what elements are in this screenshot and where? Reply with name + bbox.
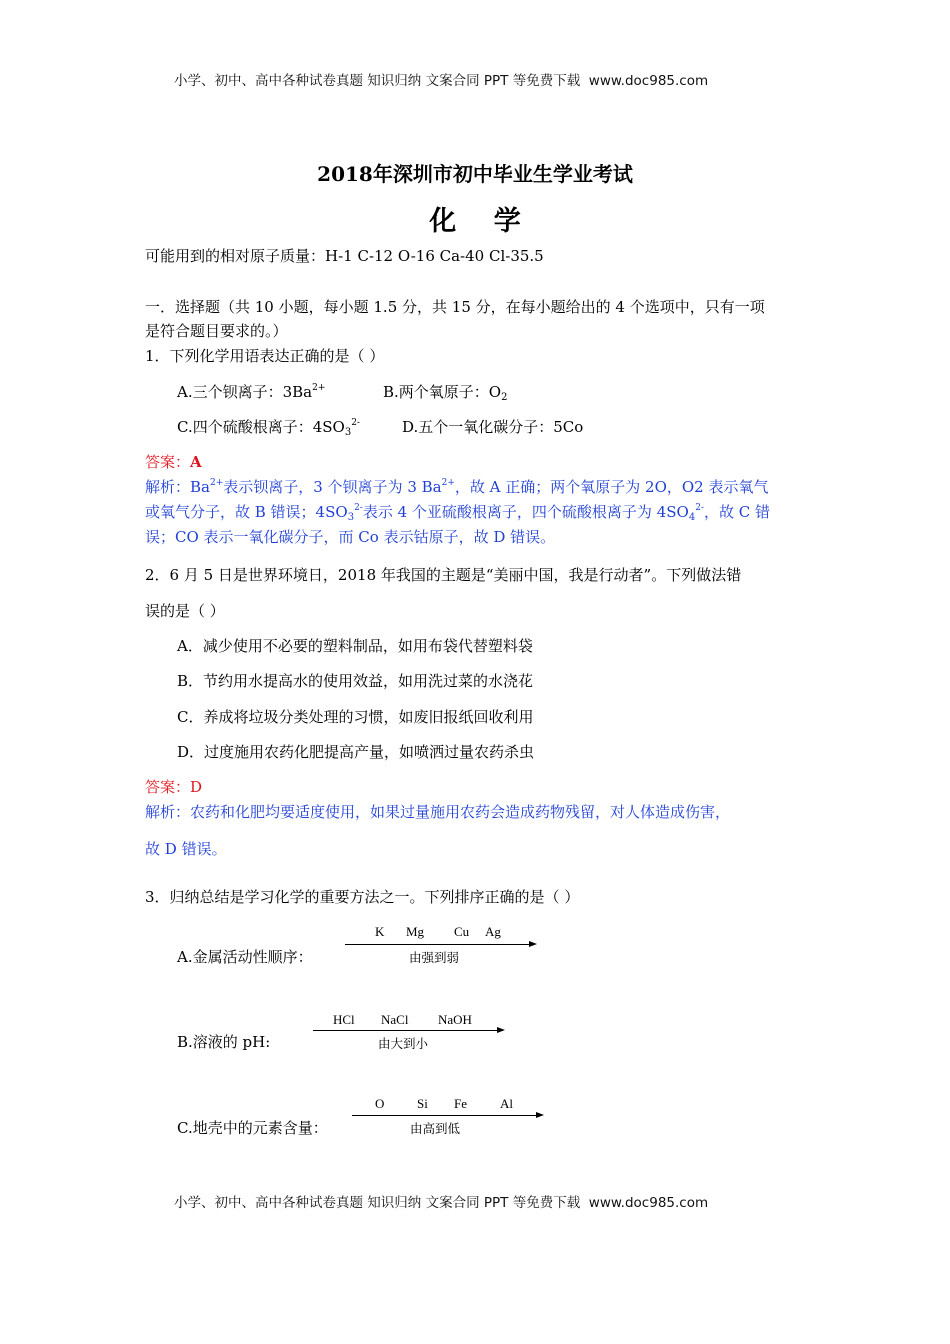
q3-option-b-label: B.溶液的 pH: (177, 1033, 271, 1051)
q1-exp2-sub2: 4 (688, 512, 696, 523)
q1-option-d: D.五个一氧化碳分子：5Co (402, 418, 584, 436)
q3-stem: 3．归纳总结是学习化学的重要方法之一。下列排序正确的是（ ） (145, 888, 580, 906)
q2-explanation-line-1: 解析：农药和化肥均要适度使用，如果过量施用农药会造成药物残留，对人体造成伤害， (145, 803, 731, 821)
exam-title: 2018年深圳市初中毕业生学业考试 (317, 162, 633, 186)
q3-option-c-label: C.地壳中的元素含量： (177, 1119, 328, 1137)
q3-option-a-label: A.金属活动性顺序： (177, 948, 313, 966)
q2-option-c: C．养成将垃圾分类处理的习惯，如废旧报纸回收利用 (177, 708, 534, 726)
q1-exp2-sub: 3 (347, 512, 355, 523)
q1-exp2-a: 或氧气分子，故 B 错误；4SO (145, 503, 348, 521)
q2-answer-value: D (190, 778, 203, 796)
section-intro-line-1: 一．选择题（共 10 小题，每小题 1.5 分，共 15 分，在每小题给出的 4 个选项中，只有一项 (145, 298, 765, 316)
q3-c-caption: 由高到低 (410, 1121, 461, 1136)
q3-b-item-naoh: NaOH (438, 1012, 472, 1027)
q1-answer (145, 451, 202, 472)
page-header (174, 69, 708, 89)
q1-option-b-text: B.两个氧原子：O (383, 383, 502, 401)
q3-a-arrow-line (345, 944, 529, 945)
header-site: www.doc985.com (588, 73, 709, 89)
q1-option-c-text: C.四个硫酸根离子：4SO (177, 418, 345, 436)
section-intro-line-2: 是符合题目要求的。） (145, 322, 288, 340)
q3-c-arrow-head (536, 1112, 544, 1118)
q3-c-item-al: Al (500, 1096, 513, 1111)
q2-option-d: D．过度施用农药化肥提高产量，如喷洒过量农药杀虫 (177, 743, 535, 761)
q2-answer-label: 答案： (145, 778, 191, 796)
q3-a-item-cu: Cu (454, 924, 470, 939)
q2-answer (145, 776, 202, 797)
subject-title: 化 学 (429, 206, 535, 237)
q1-option-b (383, 381, 507, 402)
q1-option-b-subscript: 2 (501, 392, 508, 403)
q3-a-item-mg: Mg (406, 924, 425, 939)
q3-c-item-o: O (375, 1096, 385, 1111)
q1-option-a-text: A.三个钡离子：3Ba (177, 383, 313, 401)
q1-exp2-b: 表示 4 个亚硫酸根离子，四个硫酸根离子为 4SO (362, 503, 689, 521)
q1-option-a (177, 381, 325, 402)
q1-exp1-sup2: 2+ (441, 478, 455, 488)
footer-site: www.doc985.com (588, 1195, 709, 1211)
q3-b-arrow-head (497, 1027, 505, 1033)
page-footer (174, 1191, 708, 1211)
q2-explanation-line-2: 故 D 错误。 (145, 840, 227, 858)
q1-option-c-charge: 2- (351, 418, 360, 428)
q1-explanation-line-1 (145, 476, 768, 497)
q1-option-c (177, 416, 360, 437)
q1-explanation-line-3: 误；CO 表示一氧化碳分子，而 Co 表示钴原子，故 D 错误。 (145, 528, 556, 546)
q1-exp2-sup: 2- (354, 503, 363, 513)
q2-option-a: A．减少使用不必要的塑料制品，如用布袋代替塑料袋 (177, 637, 533, 655)
q3-a-item-ag: Ag (485, 924, 501, 939)
q1-explanation-line-2 (145, 501, 770, 522)
q1-exp1-b: 表示钡离子，3 个钡离子为 3 Ba (223, 478, 442, 496)
header-text: 小学、初中、高中各种试卷真题 知识归纳 文案合同 PPT 等免费下载 (174, 73, 581, 89)
q3-b-caption: 由大到小 (378, 1036, 429, 1051)
q2-stem-line-1: 2．6 月 5 日是世界环境日，2018 年我国的主题是“美丽中国，我是行动者”。下列做法错 (145, 566, 742, 584)
q3-a-caption: 由强到弱 (409, 950, 460, 965)
q2-option-b: B．节约用水提高水的使用效益，如用洗过菜的水浇花 (177, 672, 534, 690)
q1-exp1-sup1: 2+ (209, 478, 224, 488)
q3-b-arrow-line (313, 1030, 497, 1031)
q1-answer-label: 答案： (145, 453, 191, 471)
atomic-mass-note: 可能用到的相对原子质量：H-1 C-12 O-16 Ca-40 Cl-35.5 (145, 247, 544, 265)
q1-exp1-c: ，故 A 正确；两个氧原子为 2O，O2 表示氧气 (454, 478, 769, 496)
q3-c-arrow-line (352, 1115, 536, 1116)
q3-b-item-hcl: HCl (333, 1012, 355, 1027)
q1-stem: 1．下列化学用语表达正确的是（ ） (145, 347, 385, 365)
q3-c-item-fe: Fe (454, 1096, 467, 1111)
q1-option-a-charge: 2+ (312, 383, 326, 393)
q1-exp2-sup2: 2- (695, 503, 704, 513)
q1-exp2-c: ，故 C 错 (703, 503, 770, 521)
q3-c-item-si: Si (417, 1096, 428, 1111)
q1-option-c-subscript: 3 (344, 427, 352, 438)
footer-text: 小学、初中、高中各种试卷真题 知识归纳 文案合同 PPT 等免费下载 (174, 1195, 581, 1211)
q1-exp1-a: 解析：Ba (145, 478, 210, 496)
q3-a-arrow-head (529, 941, 537, 947)
q3-b-item-nacl: NaCl (381, 1012, 409, 1027)
q1-answer-value: A (190, 453, 202, 471)
q2-stem-line-2: 误的是（ ） (145, 602, 225, 620)
q3-a-item-k: K (375, 924, 385, 939)
